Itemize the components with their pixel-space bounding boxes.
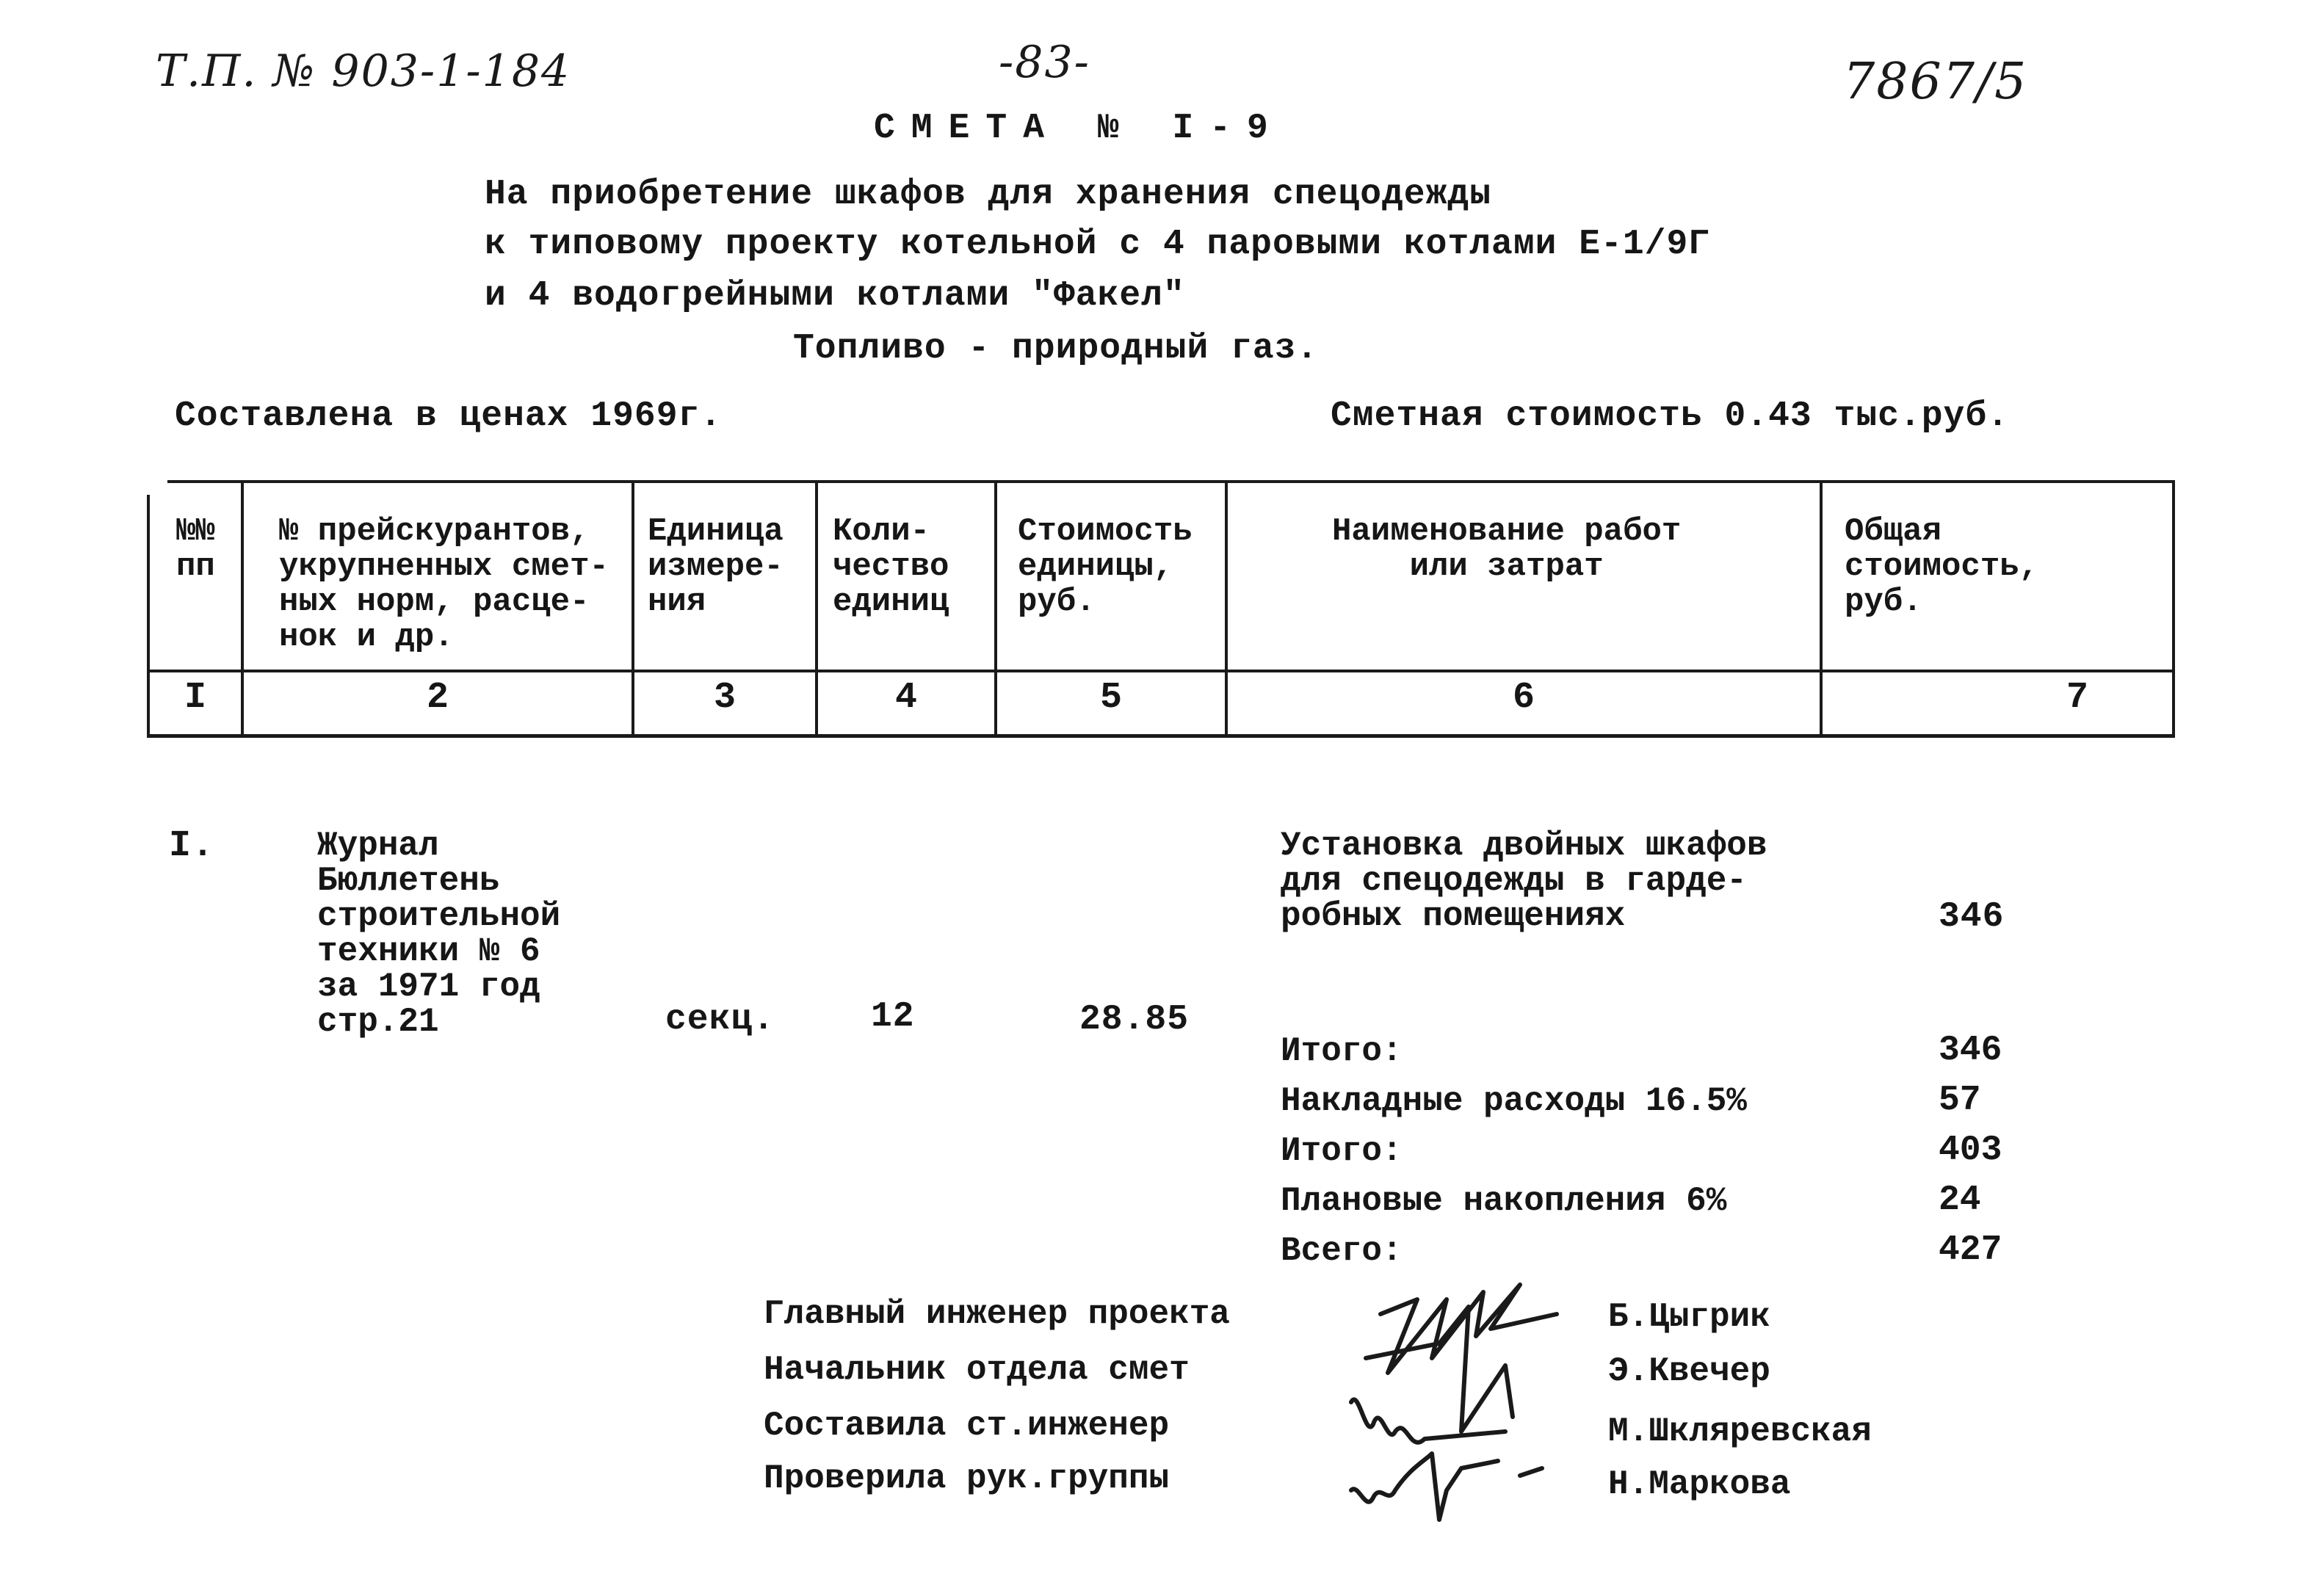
row-index: I. <box>169 825 215 867</box>
row-source: Журнал Бюллетень строительной техники № 6 за 1971 год стр.21 <box>317 827 561 1041</box>
subtotal2-value: 403 <box>1939 1131 2002 1170</box>
signature-role-2: Начальник отдела смет <box>764 1351 1190 1389</box>
signature-role-1: Главный инженер проекта <box>764 1295 1230 1333</box>
planned-savings-value: 24 <box>1939 1180 1981 1220</box>
row-unit-price: 28.85 <box>1079 1000 1190 1040</box>
column-number-6: 6 <box>1512 677 1535 719</box>
grand-total-value: 427 <box>1939 1230 2002 1270</box>
row-unit: секц. <box>665 1000 775 1040</box>
subtitle-line-3: и 4 водогрейными котлами "Факел" <box>485 276 1185 316</box>
header-quantity: Коли- чество единиц <box>833 513 949 620</box>
column-number-5: 5 <box>1099 677 1122 719</box>
signature-scribble-2 <box>1351 1399 1505 1442</box>
table-top-rule <box>167 480 2175 483</box>
signature-name-1: Б.Цыгрик <box>1608 1298 1770 1336</box>
subtotal-value: 346 <box>1939 1031 2002 1070</box>
signature-name-3: М.Шкляревская <box>1608 1412 1872 1451</box>
subtitle-line-2: к типовому проекту котельной с 4 паровыми котлами Е-1/9Г <box>485 225 1711 264</box>
column-number-7: 7 <box>2066 677 2088 719</box>
header-unit: Единица измере- ния <box>648 513 784 620</box>
header-unit-cost: Стоимость единицы, руб. <box>1018 513 1193 620</box>
column-number-3: 3 <box>713 677 736 719</box>
handwritten-signatures <box>1336 1270 1615 1564</box>
table-col-line-6 <box>1820 480 1823 737</box>
page-number: -83- <box>999 37 1090 88</box>
grand-total-label: Всего: <box>1281 1232 1403 1270</box>
planned-savings-label: Плановые накопления 6% <box>1281 1182 1727 1220</box>
signature-name-2: Э.Квечер <box>1608 1352 1770 1390</box>
table-col-line-7 <box>2172 480 2175 737</box>
signature-role-3: Составила ст.инженер <box>764 1407 1170 1445</box>
table-header-rule <box>147 670 2175 672</box>
subtotal2-label: Итого: <box>1281 1132 1403 1170</box>
document-code: Т.П. № 903-1-184 <box>156 46 571 97</box>
header-total-cost: Общая стоимость, руб. <box>1845 513 2039 620</box>
fuel-line: Топливо - природный газ. <box>793 329 1319 369</box>
overhead-value: 57 <box>1939 1081 1981 1120</box>
estimate-title: СМЕТА № I-9 <box>874 109 1284 148</box>
estimate-table-header <box>147 473 2175 739</box>
overhead-label: Накладные расходы 16.5% <box>1281 1082 1747 1120</box>
row-quantity: 12 <box>871 997 915 1037</box>
column-number-4: 4 <box>894 677 917 719</box>
signature-role-4: Проверила рук.группы <box>764 1459 1170 1498</box>
prices-note: Составлена в ценах 1969г. <box>175 396 723 436</box>
column-number-2: 2 <box>426 677 449 719</box>
row-description: Установка двойных шкафов для спецодежды в гарде- робных помещениях <box>1281 827 1767 935</box>
column-number-1: I <box>184 677 206 719</box>
estimated-cost: Сметная стоимость 0.43 тыс.руб. <box>1331 396 2009 436</box>
subtitle-line-1: На приобретение шкафов для хранения спецодежды <box>485 175 1492 214</box>
signature-scribble-3 <box>1351 1454 1542 1520</box>
header-work-name: Наименование работ или затрат <box>1332 513 1682 585</box>
header-row-number: №№ пп <box>176 513 215 585</box>
row-total: 346 <box>1939 897 2005 937</box>
table-bottom-rule <box>147 734 2175 738</box>
header-price-list: № прейскурантов, укрупненных смет- ных норм, расце- нок и др. <box>279 513 609 656</box>
archive-number: 7867/5 <box>1843 53 2028 111</box>
signature-name-4: Н.Маркова <box>1608 1465 1791 1503</box>
subtotal-label: Итого: <box>1281 1032 1403 1070</box>
